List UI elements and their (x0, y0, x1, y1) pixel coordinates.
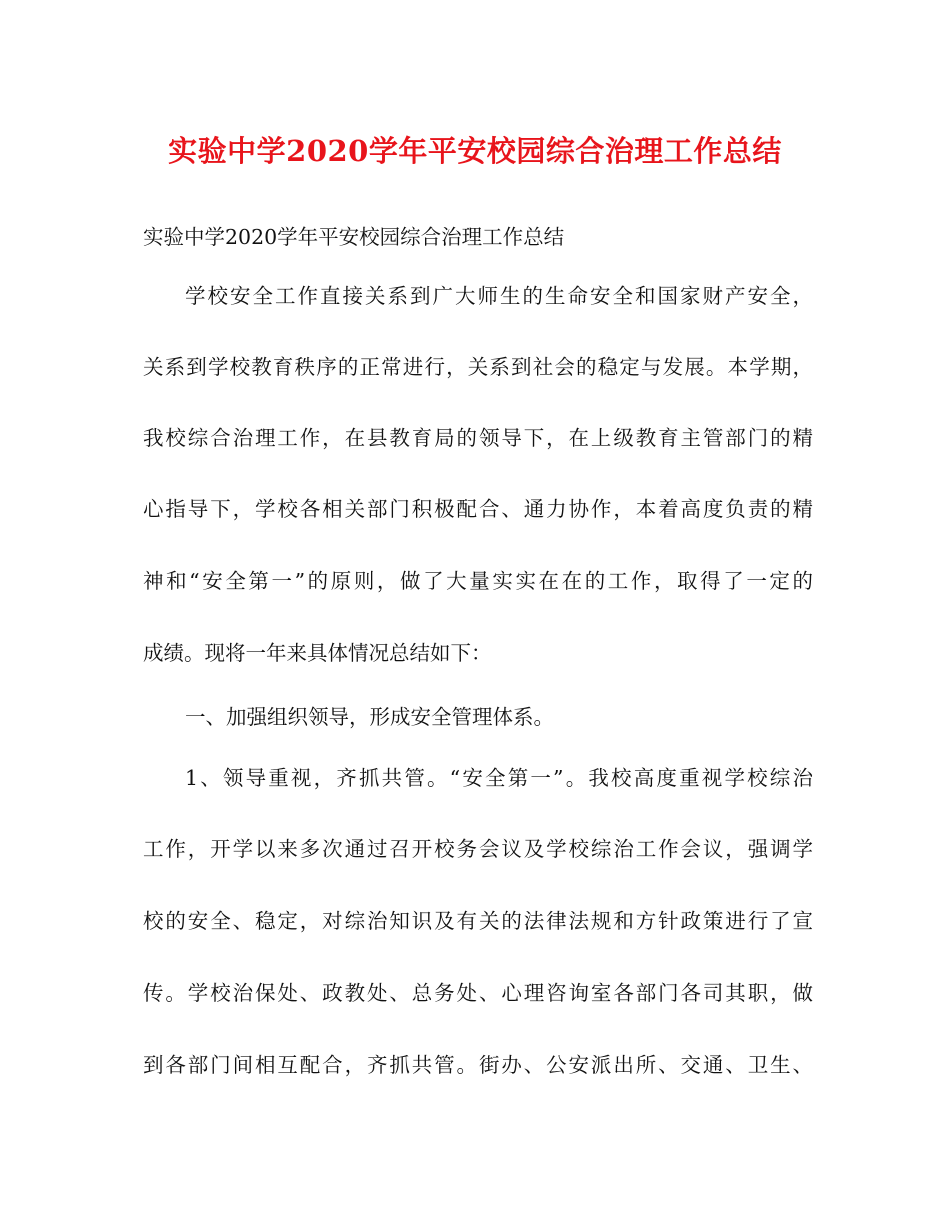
paragraph-line: 传。学校治保处、政教处、总务处、心理咨询室各部门各司其职，做 (143, 981, 813, 1005)
paragraph-line: 到各部门间相互配合，齐抓共管。街办、公安派出所、交通、卫生、 (143, 1053, 813, 1077)
paragraph-line: 神和“安全第一”的原则，做了大量实实在在的工作，取得了一定的 (143, 569, 813, 593)
document-title: 实验中学2020学年平安校园综合治理工作总结 (168, 134, 782, 168)
paragraph-line: 心指导下，学校各相关部门积极配合、通力协作，本着高度负责的精 (143, 497, 813, 521)
paragraph-line: 我校综合治理工作，在县教育局的领导下，在上级教育主管部门的精 (143, 426, 813, 450)
paragraph-line: 关系到学校教育秩序的正常进行，关系到社会的稳定与发展。本学期， (143, 355, 813, 379)
document-subtitle: 实验中学2020学年平安校园综合治理工作总结 (143, 225, 565, 249)
paragraph-line: 1、领导重视，齐抓共管。“安全第一”。我校高度重视学校综治 (185, 766, 813, 790)
paragraph-line: 校的安全、稳定，对综治知识及有关的法律法规和方针政策进行了宣 (143, 909, 813, 933)
paragraph-line: 成绩。现将一年来具体情况总结如下： (143, 641, 492, 665)
section-heading: 一、加强组织领导，形成安全管理体系。 (185, 705, 554, 729)
paragraph-line: 学校安全工作直接关系到广大师生的生命安全和国家财产安全， (185, 284, 813, 308)
paragraph-line: 工作，开学以来多次通过召开校务会议及学校综治工作会议，强调学 (143, 837, 813, 861)
